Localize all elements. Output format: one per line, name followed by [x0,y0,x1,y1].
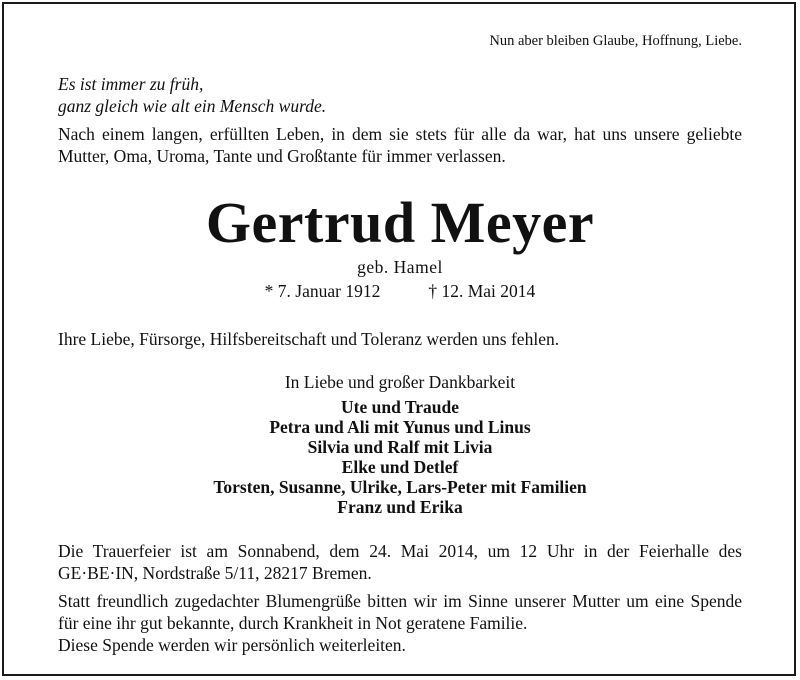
donation-info: Statt freundlich zugedachter Blumengrüße bitten wir im Sinne unserer Mutter um eine Spende für eine ihr gut bekannte, durch Krankheit in Not geratene Familie. [58,591,742,633]
poem-line-1: Es ist immer zu früh, [58,74,204,94]
donation-note: Diese Spende werden wir persönlich weiterleiten. [58,635,406,655]
bible-motto: Nun aber bleiben Glaube, Hoffnung, Liebe. [489,33,742,49]
funeral-info: Die Trauerfeier ist am Sonnabend, dem 24. Mai 2014, um 12 Uhr in der Feierhalle des GE·BE·IN, Nordstraße 5/11, 28217 Bremen. [58,541,742,583]
mourner-line: Silvia und Ralf mit Livia [307,437,493,457]
tribute-text: Ihre Liebe, Fürsorge, Hilfsbereitschaft und Toleranz werden uns fehlen. [58,329,560,349]
mourner-line: Franz und Erika [337,497,463,517]
death-date: † 12. Mai 2014 [428,281,536,301]
poem-line-2: ganz gleich wie alt ein Mensch wurde. [58,96,327,116]
mourner-line: Petra und Ali mit Yunus und Linus [269,417,531,437]
mourner-line: Elke und Detlef [341,457,459,477]
mourner-line: Ute und Traude [341,397,459,417]
life-dates [0,281,800,302]
mourners-intro: In Liebe und großer Dankbarkeit [284,372,516,392]
mourner-line: Torsten, Susanne, Ulrike, Lars-Peter mit Familien [213,477,587,497]
deceased-name: Gertrud Meyer [205,190,595,255]
birth-date: * 7. Januar 1912 [264,281,381,301]
maiden-name: geb. Hamel [357,257,443,277]
intro-paragraph: Nach einem langen, erfüllten Leben, in dem sie stets für alle da war, hat uns unsere geliebte Mutter, Oma, Uroma, Tante und Großtante für immer verlassen. [58,124,742,166]
